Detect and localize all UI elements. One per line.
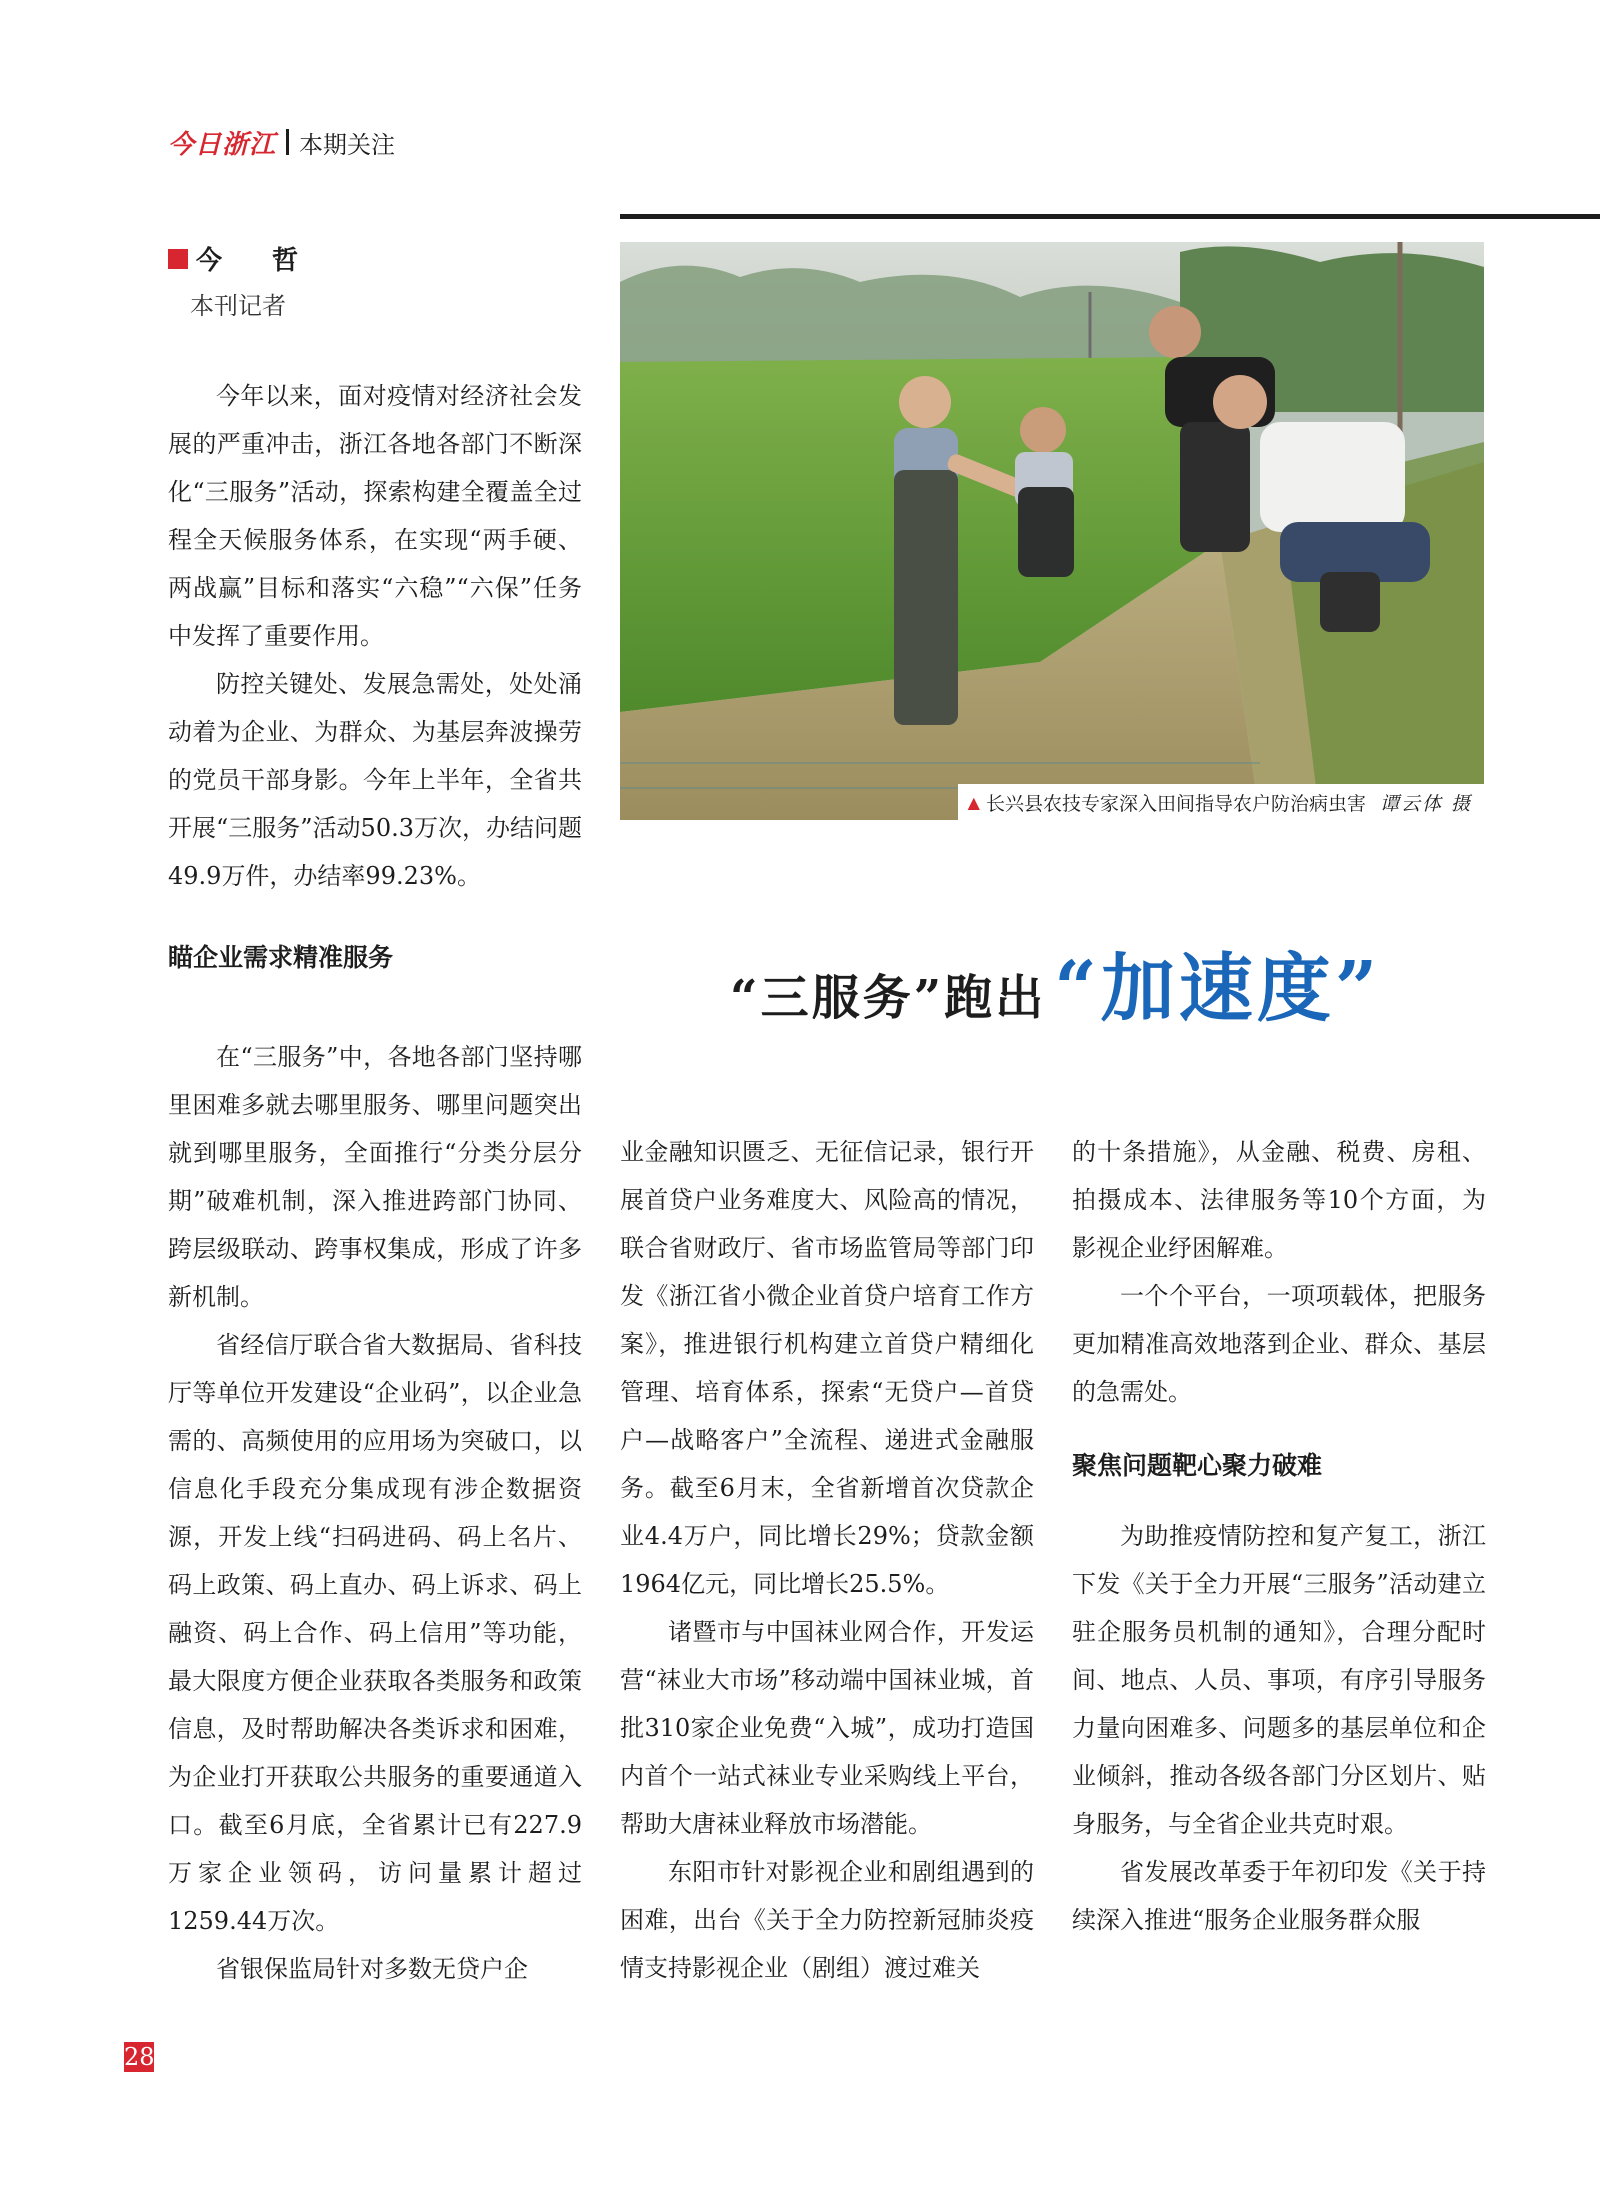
- magazine-logo: 今日浙江: [168, 129, 277, 160]
- paragraph: 诸暨市与中国袜业网合作，开发运营“袜业大市场”移动端中国袜业城，首批310家企业免费“入城”，成功打造国内首个一站式袜业专业采购线上平台，帮助大唐袜业释放市场潜能。: [620, 1618, 1034, 1838]
- intro-column: [168, 372, 582, 900]
- article-title: [730, 930, 1382, 1032]
- paragraph-continued: 业金融知识匮乏、无征信记录，银行开展首贷户业务难度大、风险高的情况，联合省财政厅、省市场监管局等部门印发《浙江省小微企业首贷户培育工作方案》，推进银行机构建立首贷户精细化管理、培育体系，探索“无贷户—首贷户—战略客户”全流程、递进式金融服务。截至6月末，全省新增首次贷款企业4.4万户，同比增长29%；贷款金额1964亿元，同比增长25.5%。: [620, 1138, 1034, 1598]
- title-part-1: “三服务”跑出: [730, 970, 1047, 1026]
- masthead: [168, 122, 395, 162]
- column-3: [1072, 1128, 1486, 1944]
- subheading-1: 瞄企业需求精准服务: [168, 943, 394, 972]
- photo-credit: 谭云体 摄: [1379, 792, 1472, 815]
- paragraph-continued: 的十条措施》，从金融、税费、房租、拍摄成本、法律服务等10个方面，为影视企业纾困解难。: [1072, 1138, 1486, 1262]
- photo-caption: [958, 784, 1484, 820]
- top-rule: [620, 214, 1600, 219]
- paragraph: 省发展改革委于年初印发《关于持续深入推进“服务企业服务群众服: [1072, 1858, 1486, 1934]
- masthead-divider: [286, 129, 289, 155]
- paragraph: 防控关键处、发展急需处，处处涌动着为企业、为群众、为基层奔波操劳的党员干部身影。今年上半年，全省共开展“三服务”活动50.3万次，办结问题49.9万件，办结率99.23%。: [168, 670, 582, 890]
- column-1: [168, 1033, 582, 1993]
- title-part-2: “加速度”: [1054, 946, 1382, 1032]
- column-2: [620, 1128, 1034, 1992]
- article-photo: [620, 242, 1484, 820]
- paragraph: 今年以来，面对疫情对经济社会发展的严重冲击，浙江各地各部门不断深化“三服务”活动，探索构建全覆盖全过程全天候服务体系，在实现“两手硬、两战赢”目标和落实“六稳”“六保”任务中发挥了重要作用。: [168, 382, 582, 650]
- rice-field-photo: [620, 242, 1484, 820]
- section-label: 本期关注: [299, 130, 396, 159]
- author-byline: [168, 240, 310, 277]
- author-name: 今 哲: [196, 246, 311, 276]
- red-square-icon: [168, 249, 188, 269]
- author-role: 本刊记者: [190, 292, 286, 320]
- page-number: 28: [124, 2043, 155, 2071]
- paragraph: 东阳市针对影视企业和剧组遇到的困难，出台《关于全力防控新冠肺炎疫情支持影视企业（剧组）渡过难关: [620, 1858, 1034, 1982]
- caption-text: 长兴县农技专家深入田间指导农户防治病虫害: [985, 792, 1366, 815]
- paragraph: 省经信厅联合省大数据局、省科技厅等单位开发建设“企业码”，以企业急需的、高频使用的应用场为突破口，以信息化手段充分集成现有涉企数据资源，开发上线“扫码进码、码上名片、码上政策、码上直办、码上诉求、码上融资、码上合作、码上信用”等功能，最大限度方便企业获取各类服务和政策信息，及时帮助解决各类诉求和困难，为企业打开获取公共服务的重要通道入口。截至6月底，全省累计已有227.9万家企业领码，访问量累计超过1259.44万次。: [168, 1331, 582, 1935]
- paragraph: 为助推疫情防控和复产复工，浙江下发《关于全力开展“三服务”活动建立驻企服务员机制的通知》，合理分配时间、地点、人员、事项，有序引导服务力量向困难多、问题多的基层单位和企业倾斜，推动各级各部门分区划片、贴身服务，与全省企业共克时艰。: [1072, 1522, 1486, 1838]
- paragraph: 一个个平台，一项项载体，把服务更加精准高效地落到企业、群众、基层的急需处。: [1072, 1282, 1486, 1406]
- triangle-icon: ▲: [967, 792, 980, 812]
- paragraph: 省银保监局针对多数无贷户企: [216, 1955, 528, 1983]
- subheading-2: 聚焦问题靶心聚力破难: [1072, 1451, 1323, 1480]
- paragraph: 在“三服务”中，各地各部门坚持哪里困难多就去哪里服务、哪里问题突出就到哪里服务，全面推行“分类分层分期”破难机制，深入推进跨部门协同、跨层级联动、跨事权集成，形成了许多新机制。: [168, 1043, 582, 1311]
